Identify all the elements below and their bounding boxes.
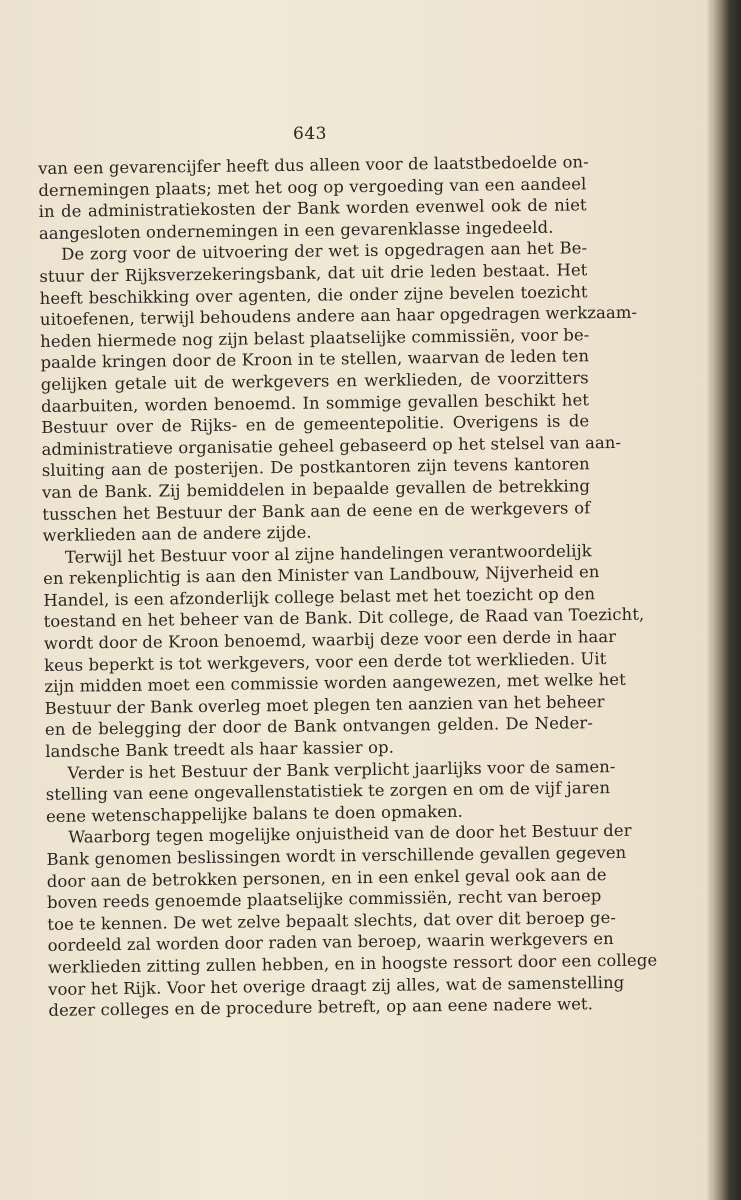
text-line: keus beperkt is tot werkgevers, voor een derde tot werklieden. Uit <box>44 648 607 675</box>
book-spine <box>712 0 741 1200</box>
text-line: toestand en het beheer van de Bank. Dit college, de Raad van Toezicht, <box>43 605 645 632</box>
text-line: Waarborg tegen mogelijke onjuistheid van de door het Bestuur der <box>68 821 632 848</box>
text-line: en de belegging der door de Bank ontvangen gelden. De Neder- <box>44 713 594 740</box>
text-line: administratieve organisatie geheel gebaseerd op het stelsel van aan- <box>41 432 622 459</box>
text-line: stuur der Rijksverzekeringsbank, dat uit drie leden bestaat. Het <box>39 260 588 286</box>
text-line: Verder is het Bestuur der Bank verplicht jaarlijks voor de samen- <box>67 756 616 783</box>
text-line: van een gevarencijfer heeft dus alleen voor de laatstbedoelde on- <box>38 152 589 178</box>
text-line: wordt door de Kroon benoemd, waarbij deze voor een derde in haar <box>43 627 617 654</box>
text-line: Bestuur over de Rijks- en de gemeentepolitie. Overigens is de <box>41 411 590 438</box>
text-line: dezer colleges en de procedure betreft, op aan eene nadere wet. <box>48 994 594 1021</box>
text-line: Terwijl het Bestuur voor al zijne handelingen verantwoordelijk <box>64 540 592 567</box>
text-line: sluiting aan de posterijen. De postkantoren zijn tevens kantoren <box>41 454 590 481</box>
text-line: heden hiermede nog zijn belast plaatselijke commissiën, voor be- <box>40 325 590 351</box>
text-line: Bank genomen beslissingen wordt in verschillende gevallen gegeven <box>46 842 627 869</box>
text-line: toe te kennen. De wet zelve bepaalt slechts, dat over dit beroep ge- <box>47 907 617 934</box>
text-line: en rekenplichtig is aan den Minister van Landbouw, Nijverheid en <box>43 562 600 589</box>
text-line: uitoefenen, terwijl behoudens andere aan haar opgedragen werkzaam- <box>39 302 638 330</box>
text-line: tusschen het Bestuur der Bank aan de eene en de werkgevers of <box>42 497 591 524</box>
text-line: door aan de betrokken personen, en in een enkel geval ook aan de <box>46 864 607 891</box>
text-line: paalde kringen door de Kroon in te stellen, waarvan de leden ten <box>40 346 590 373</box>
text-line: dernemingen plaats; met het oog op vergoeding van een aandeel <box>38 173 587 200</box>
text-line: Bestuur der Bank overleg moet plegen ten aanzien van het beheer <box>44 691 605 718</box>
text-line: voor het Rijk. Voor het overige draagt zij alles, wat de samenstelling <box>48 972 625 999</box>
text-line: werklieden zitting zullen hebben, en in hoogste ressort door een college <box>47 950 658 977</box>
text-line: eene wetenschappelijke balans te doen opmaken. <box>45 801 464 826</box>
text-line: stelling van eene ongevallenstatistiek te zorgen en om de vijf jaren <box>45 778 611 805</box>
text-line: landsche Bank treedt als haar kassier op. <box>45 737 395 761</box>
text-line: gelijken getale uit de werkgevers en werklieden, de voorzitters <box>40 368 589 394</box>
body-text <box>38 151 658 1021</box>
text-line: oordeeld zal worden door raden van beroep, waarin werkgevers en <box>47 929 614 956</box>
page-number: 643 <box>293 124 327 144</box>
text-line: boven reeds genoemde plaatselijke commissiën, recht van beroep <box>46 886 602 913</box>
text-line: daarbuiten, worden benoemd. In sommige gevallen beschikt het <box>40 389 590 416</box>
text-line: Handel, is een afzonderlijk college belast met het toezicht op den <box>43 584 596 610</box>
text-line: van de Bank. Zij bemiddelen in bepaalde gevallen de betrekking <box>41 476 591 502</box>
text-line: De zorg voor de uitvoering der wet is opgedragen aan het Be- <box>61 238 588 265</box>
text-line: zijn midden moet een commissie worden aangewezen, met welke het <box>44 670 626 697</box>
text-line: aangesloten ondernemingen in een gevarenklasse ingedeeld. <box>38 217 554 243</box>
text-line: werklieden aan de andere zijde. <box>42 522 312 546</box>
text-line: heeft beschikking over agenten, die onder zijne bevelen toezicht <box>39 281 588 308</box>
text-line: in de administratiekosten der Bank worden evenwel ook de niet <box>38 195 587 222</box>
